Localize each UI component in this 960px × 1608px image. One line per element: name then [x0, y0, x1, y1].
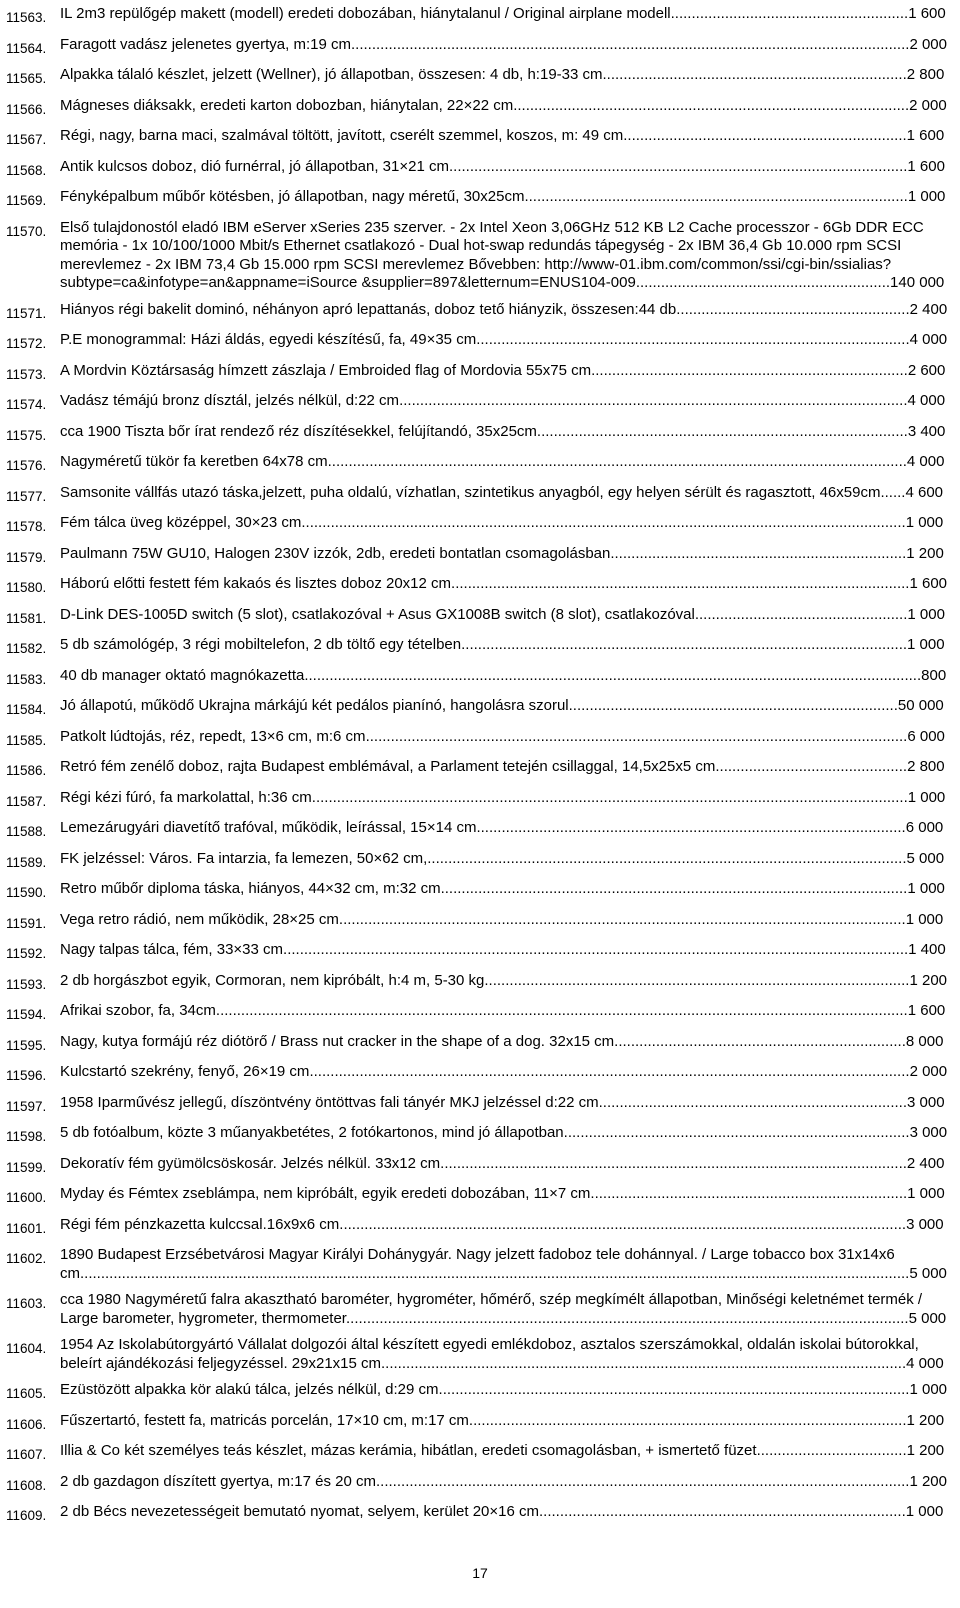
- leader-dots: ............................................................................................: [524, 188, 908, 205]
- list-item: [6, 122, 948, 153]
- list-item: [6, 448, 948, 479]
- list-item: [6, 387, 948, 418]
- list-item: [6, 326, 948, 357]
- item-body: [60, 941, 948, 960]
- item-number: 11568.: [6, 162, 47, 178]
- item-number: 11600.: [6, 1190, 47, 1205]
- list-item: [6, 509, 948, 540]
- item-description: Régi, nagy, barna maci, szalmával töltött, javított, cserélt szemmel, koszos, m: 49 cm: [60, 127, 624, 144]
- item-description: P.E monogrammal: Házi áldás, egyedi készítésű, fa, 49×35 cm: [60, 331, 477, 348]
- list-item: [6, 0, 948, 31]
- item-body: [60, 758, 948, 777]
- item-description: Samsonite vállfás utazó táska,jelzett, puha oldalú, vízhatlan, szintetikus anyagból, egy helyen sérült és ragasztott, 46x59cm: [60, 483, 881, 501]
- item-body: [60, 219, 948, 293]
- item-body: [60, 1336, 948, 1373]
- item-number: 11587.: [6, 793, 47, 809]
- item-body: [60, 880, 948, 899]
- item-price: 1 200: [906, 1411, 945, 1429]
- item-number: 11598.: [6, 1129, 47, 1144]
- item-body: [60, 1094, 948, 1113]
- item-description: Jó állapotú, működő Ukrajna márkájú két pedálos pianínó, hangolásra szorul: [60, 697, 569, 714]
- item-body: [60, 819, 948, 838]
- item-description: Antik kulcsos doboz, dió furnérral, jó állapotban, 31×21 cm: [60, 157, 449, 175]
- item-body: [60, 36, 948, 55]
- item-description: 5 db fotóalbum, közte 3 műanyakbetétes, 2 fotókartonos, mind jó állapotban: [60, 1124, 564, 1141]
- item-description: Hiányos régi bakelit dominó, néhányon apró lepattanás, doboz tető hiányzik, összesen:44 db: [60, 300, 677, 318]
- list-item: [6, 814, 948, 845]
- item-number: 11573.: [6, 366, 47, 382]
- item-price: 2 800: [906, 66, 945, 83]
- item-price: 1 000: [907, 605, 945, 623]
- leader-dots: ...................................................: [694, 605, 908, 623]
- leader-dots: ..............................................................................................................................: [381, 1354, 907, 1372]
- list-item: [6, 31, 948, 62]
- item-body: [60, 66, 948, 85]
- leader-dots: ......................................................................................................................................: [350, 35, 910, 53]
- list-item: [6, 1376, 948, 1407]
- item-body: [60, 667, 948, 686]
- leader-dots: ................................................................................................................................................: [309, 1063, 910, 1080]
- item-description: cca 1900 Tiszta bőr írat rendező réz díszítésekkel, felújítandó, 35x25cm: [60, 422, 537, 440]
- leader-dots: ........................................................................................................................................: [339, 1215, 907, 1233]
- leader-dots: .......................................................................................................................................................................................................: [80, 1264, 910, 1282]
- list-item: [6, 61, 948, 92]
- list-item: [6, 997, 948, 1028]
- item-price: 2 000: [909, 1063, 948, 1080]
- list-item: [6, 1468, 948, 1499]
- item-number: 11584.: [6, 702, 47, 717]
- list-item: [6, 153, 948, 184]
- leader-dots: ...................................................................................................................: [427, 849, 907, 867]
- list-item: [6, 1286, 948, 1331]
- item-description: Alpakka tálaló készlet, jelzett (Wellner), jó állapotban, összesen: 4 db, h:19-33 cm: [60, 66, 603, 83]
- item-body: [60, 697, 948, 716]
- leader-dots: .........................................................................................................: [468, 1411, 907, 1429]
- item-body: [60, 606, 948, 625]
- item-description: D-Link DES-1005D switch (5 slot), csatlakozóval + Asus GX1008B switch (8 slot), csatlakozóval: [60, 605, 695, 623]
- item-description: Paulmann 75W GU10, Halogen 230V izzók, 2db, eredeti bontatlan csomagolásban: [60, 544, 611, 562]
- list-item: [6, 936, 948, 967]
- item-description: Dekoratív fém gyümölcsöskosár. Jelzés nélkül. 33x12 cm: [60, 1154, 441, 1172]
- leader-dots: .................................................................................................................: [438, 1381, 910, 1398]
- leader-dots: ..........................................................................: [598, 1093, 908, 1111]
- list-item: [6, 1498, 948, 1529]
- item-number: 11592.: [6, 946, 47, 961]
- item-body: [60, 1216, 948, 1235]
- item-number: 11609.: [6, 1508, 47, 1523]
- item-body: [60, 1185, 948, 1204]
- item-number: 11578.: [6, 519, 47, 534]
- item-number: 11581.: [6, 610, 47, 626]
- item-body: [60, 1291, 948, 1328]
- item-body: [60, 1124, 948, 1143]
- item-price: 1 000: [905, 1503, 944, 1520]
- item-body: [60, 1503, 948, 1522]
- item-price: 800: [921, 666, 947, 684]
- item-price: 5 000: [906, 849, 945, 867]
- item-description: 2 db gazdagon díszített gyertya, m:17 és 20 cm: [60, 1472, 377, 1490]
- item-number: 11601.: [6, 1220, 47, 1236]
- item-description: Régi kézi fúró, fa markolattal, h:36 cm: [60, 788, 312, 806]
- item-price: 5 000: [908, 1309, 947, 1327]
- item-price: 4 600: [905, 483, 944, 501]
- item-body: [60, 789, 948, 808]
- item-description: Fényképalbum műbőr kötésben, jó állapotban, nagy méretű, 30x25cm: [60, 188, 525, 205]
- leader-dots: ......................................................................................................................................................................: [215, 1002, 908, 1019]
- item-description: Faragott vadász jelenetes gyertya, m:19 cm: [60, 35, 351, 53]
- leader-dots: ..............................................................................................................: [451, 575, 910, 592]
- item-description: Illia & Co két személyes teás készlet, mázas kerámia, hibátlan, eredeti csomagolásban, + ismertető füzet: [60, 1442, 757, 1459]
- leader-dots: ....................................: [756, 1442, 907, 1459]
- item-description: cca 1980 Nagyméretű falra akasztható barométer, hygrométer, hőmérő, szép megkímélt állapotban, Minőségi keletnémet termék / Large barometer, hygrometer, thermometer: [60, 1291, 923, 1327]
- leader-dots: ................................................................................................................: [440, 880, 908, 897]
- item-number: 11586.: [6, 763, 47, 778]
- list-item: [6, 875, 948, 906]
- item-description: 40 db manager oktató magnókazetta: [60, 666, 305, 684]
- item-price: 3 000: [906, 1215, 944, 1233]
- list-item: [6, 1058, 948, 1089]
- item-number: 11604.: [6, 1341, 47, 1356]
- leader-dots: .................................................................................................................................................: [301, 514, 906, 531]
- list-item: [6, 357, 948, 388]
- leader-dots: ...........................................................................................................................................: [327, 453, 907, 470]
- item-price: 2 000: [909, 96, 947, 114]
- item-description: Ezüstözött alpakka kör alakú tálca, jelzés nélkül, d:29 cm: [60, 1381, 439, 1398]
- item-number: 11593.: [6, 976, 47, 992]
- item-number: 11563.: [6, 10, 47, 25]
- item-number: 11575.: [6, 427, 47, 443]
- leader-dots: .........................................................................: [602, 66, 907, 83]
- item-body: [60, 514, 948, 533]
- leader-dots: ......: [880, 483, 906, 501]
- item-number: 11582.: [6, 641, 47, 656]
- leader-dots: ...........................................................................................................: [461, 636, 908, 653]
- leader-dots: ......................................................................: [614, 1032, 906, 1050]
- item-price: 4 000: [907, 392, 946, 409]
- item-price: 4 000: [906, 453, 945, 470]
- item-price: 50 000: [897, 697, 944, 714]
- leader-dots: ........................................................................................................: [476, 331, 910, 348]
- auction-item-list: [6, 0, 948, 1529]
- item-number: 11588.: [6, 824, 47, 839]
- item-description: 1954 Az Iskolabútorgyártó Vállalat dolgozói által készített egyedi emlékdoboz, asztalos szerszámokkal, oldalán iskolai bútorokkal, beleírt ajándékozási feljegyzéssel. 29x21x15 cm: [60, 1336, 919, 1372]
- item-price: 1 600: [906, 127, 945, 144]
- list-item: [6, 906, 948, 937]
- item-number: 11572.: [6, 336, 47, 351]
- leader-dots: .......................................................................................................: [476, 819, 906, 836]
- leader-dots: ...............................................................................................................................................: [311, 788, 908, 806]
- item-price: 140 000: [890, 274, 945, 291]
- item-number: 11567.: [6, 132, 47, 147]
- item-body: [60, 1155, 948, 1174]
- item-price: 6 000: [905, 819, 944, 836]
- item-body: [60, 1412, 948, 1431]
- list-item: [6, 753, 948, 784]
- item-description: Háború előtti festett fém kakaós és lisztes doboz 20x12 cm: [60, 575, 452, 592]
- item-price: 4 000: [906, 1354, 944, 1372]
- item-description: Vega retro rádió, nem működik, 28×25 cm: [60, 910, 339, 928]
- item-description: Fém tálca üveg középpel, 30×23 cm: [60, 514, 302, 531]
- item-price: 1 000: [909, 1381, 948, 1398]
- leader-dots: .........................................................: [670, 5, 909, 22]
- item-description: Nagy, kutya formájú réz diótörő / Brass nut cracker in the shape of a dog. 32x15 cm: [60, 1032, 615, 1050]
- list-item: [6, 1150, 948, 1181]
- item-description: Kulcstartó szekrény, fenyő, 26×19 cm: [60, 1063, 310, 1080]
- item-number: 11595.: [6, 1037, 47, 1053]
- item-description: Retro műbőr diploma táska, hiányos, 44×32 cm, m:32 cm: [60, 880, 441, 897]
- item-number: 11589.: [6, 854, 47, 870]
- list-item: [6, 1028, 948, 1059]
- item-number: 11585.: [6, 732, 47, 748]
- leader-dots: ...................................................................................: [563, 1124, 910, 1141]
- item-description: 5 db számológép, 3 régi mobiltelefon, 2 db töltő egy tételben: [60, 636, 462, 653]
- item-description: Retró fém zenélő doboz, rajta Budapest emblémával, a Parlament tetején csillaggal, 14,5x25x5 cm: [60, 758, 716, 775]
- item-number: 11594.: [6, 1007, 47, 1022]
- list-item: [6, 967, 948, 998]
- item-body: [60, 972, 948, 991]
- item-body: [60, 1442, 948, 1461]
- list-item: [6, 1331, 948, 1376]
- leader-dots: .......................................................................................................................................: [345, 1309, 909, 1327]
- leader-dots: ....................................................................................................................................................: [304, 666, 922, 684]
- item-body: [60, 1246, 948, 1283]
- list-item: [6, 183, 948, 214]
- item-number: 11590.: [6, 885, 47, 900]
- item-number: 11607.: [6, 1447, 47, 1462]
- leader-dots: ......................................................................................................: [484, 971, 910, 989]
- leader-dots: ........................................................................................................................................: [338, 910, 906, 928]
- item-description: IL 2m3 repülőgép makett (modell) eredeti dobozában, hiánytalanul / Original airplane modell: [60, 5, 671, 22]
- item-body: [60, 1381, 948, 1400]
- item-price: 1 600: [907, 157, 945, 175]
- item-number: 11580.: [6, 580, 47, 595]
- item-body: [60, 1002, 948, 1021]
- item-body: [60, 97, 948, 116]
- item-body: [60, 636, 948, 655]
- item-description: Afrikai szobor, fa, 34cm: [60, 1002, 216, 1019]
- item-price: 1 600: [908, 5, 946, 22]
- item-number: 11599.: [6, 1159, 47, 1175]
- item-price: 2 000: [909, 35, 947, 53]
- item-price: 1 200: [909, 971, 948, 989]
- item-price: 1 000: [907, 188, 946, 205]
- item-price: 3 000: [907, 1093, 945, 1111]
- list-item: [6, 1437, 948, 1468]
- item-description: Patkolt lúdtojás, réz, repedt, 13×6 cm, m:6 cm: [60, 727, 366, 745]
- leader-dots: ..........................................................................................................................: [399, 392, 908, 409]
- item-description: Mágneses diáksakk, eredeti karton dobozban, hiánytalan, 22×22 cm: [60, 96, 514, 114]
- item-number: 11565.: [6, 71, 47, 86]
- item-price: 1 600: [909, 575, 948, 592]
- item-price: 3 000: [909, 1124, 948, 1141]
- item-number: 11603.: [6, 1296, 47, 1311]
- item-body: [60, 453, 948, 472]
- item-price: 1 000: [905, 514, 944, 531]
- leader-dots: ................................................................................................................................: [376, 1472, 910, 1490]
- item-description: 2 db horgászbot egyik, Cormoran, nem kipróbált, h:4 m, 5-30 kg: [60, 971, 485, 989]
- item-number: 11566.: [6, 101, 47, 117]
- item-number: 11579.: [6, 549, 47, 565]
- list-item: [6, 662, 948, 693]
- item-price: 1 000: [907, 636, 945, 653]
- item-body: [60, 331, 948, 350]
- item-description: 2 db Bécs nevezetességeit bemutató nyomat, selyem, kerület 20×16 cm: [60, 1503, 540, 1520]
- item-description: 1958 Iparművész jellegű, díszöntvény öntöttvas fali tányér MKJ jelzéssel d:22 cm: [60, 1093, 599, 1111]
- item-number: 11577.: [6, 488, 47, 504]
- item-description: Lemezárugyári diavetítő trafóval, működik, leírással, 15×14 cm: [60, 819, 477, 836]
- item-description: Nagy talpas tálca, fém, 33×33 cm: [60, 941, 284, 958]
- item-body: [60, 127, 948, 146]
- item-body: [60, 362, 948, 381]
- item-body: [60, 850, 948, 869]
- leader-dots: ....................................................................: [623, 127, 907, 144]
- item-description: Fűszertartó, festett fa, matricás porcelán, 17×10 cm, m:17 cm: [60, 1411, 469, 1429]
- item-price: 1 600: [907, 1002, 946, 1019]
- item-price: 2 800: [907, 758, 945, 775]
- item-price: 1 000: [907, 1185, 945, 1202]
- item-price: 1 400: [908, 941, 946, 958]
- item-body: [60, 1033, 948, 1052]
- leader-dots: ........................................................: [676, 300, 910, 318]
- item-description: Régi fém pénzkazetta kulccsal.16x9x6 cm: [60, 1215, 340, 1233]
- item-number: 11574.: [6, 397, 47, 412]
- item-number: 11564.: [6, 40, 47, 56]
- item-number: 11570.: [6, 223, 47, 239]
- item-body: [60, 158, 948, 177]
- item-price: 1 000: [907, 880, 945, 897]
- list-item: [6, 784, 948, 815]
- list-item: [6, 1119, 948, 1150]
- item-body: [60, 575, 948, 594]
- item-price: 1 200: [906, 1442, 945, 1459]
- item-price: 8 000: [905, 1032, 944, 1050]
- leader-dots: ................................................................................................................: [440, 1154, 907, 1172]
- page-number: 17: [472, 1565, 488, 1581]
- item-body: [60, 423, 948, 442]
- item-description: Nagyméretű tükör fa keretben 64x78 cm: [60, 453, 328, 470]
- list-item: [6, 214, 948, 296]
- item-number: 11576.: [6, 458, 47, 473]
- list-item: [6, 1211, 948, 1242]
- item-price: 2 400: [909, 300, 948, 318]
- leader-dots: .......................................................................: [610, 544, 907, 562]
- item-body: [60, 911, 948, 930]
- list-item: [6, 692, 948, 723]
- list-item: [6, 723, 948, 754]
- item-number: 11597.: [6, 1098, 47, 1114]
- item-number: 11602.: [6, 1251, 47, 1266]
- item-body: [60, 301, 948, 320]
- item-body: [60, 728, 948, 747]
- leader-dots: .............................................................: [635, 274, 891, 291]
- leader-dots: ..................................................................................................................................: [365, 727, 908, 745]
- item-price: 1 200: [909, 1472, 947, 1490]
- item-number: 11605.: [6, 1386, 47, 1401]
- item-price: 6 000: [907, 727, 945, 745]
- leader-dots: ........................................................................................: [539, 1503, 906, 1520]
- list-item: [6, 1241, 948, 1286]
- leader-dots: ..............................................: [715, 758, 908, 775]
- item-body: [60, 545, 948, 564]
- item-body: [60, 1473, 948, 1492]
- item-number: 11596.: [6, 1068, 47, 1083]
- item-number: 11569.: [6, 193, 47, 208]
- item-body: [60, 1063, 948, 1082]
- list-item: [6, 1089, 948, 1120]
- list-item: [6, 418, 948, 449]
- item-description: Myday és Fémtex zseblámpa, nem kipróbált, egyik eredeti dobozában, 11×7 cm: [60, 1185, 591, 1202]
- item-description: 1890 Budapest Erzsébetvárosi Magyar Királyi Dohánygyár. Nagy jelzett fadoboz tele dohánnyal. / Large tobacco box 31x14x6 cm: [60, 1246, 895, 1282]
- leader-dots: ......................................................................................................................................................: [283, 941, 909, 958]
- item-body: [60, 188, 948, 207]
- item-price: 4 000: [909, 331, 948, 348]
- list-item: [6, 540, 948, 571]
- leader-dots: .........................................................................................: [536, 422, 908, 440]
- item-price: 1 200: [906, 544, 944, 562]
- item-description: Első tulajdonostól eladó IBM eServer xSeries 235 szerver. - 2x Intel Xeon 3,06GHz 512 KB L2 Cache processzor - 6Gb DDR ECC memória - 1x 10/100/1000 Mbit/s Ethernet csatlakozó - Dual hot-swap redundás tápegység - 2x IBM 36,4 Gb 10.000 rpm SCSI merevlemez - 2x IBM 73,4 Gb 15.000 rpm SCSI merevlemez Bővebben: http://www-01.ibm.com/common/ssi/cgi-bin/ssialias?subtype=ca&infotype=an&appname=iSource &supplier=897&letternum=ENUS104-009: [60, 218, 924, 291]
- leader-dots: ............................................................................: [590, 1185, 908, 1202]
- item-number: 11606.: [6, 1416, 47, 1432]
- leader-dots: ..............................................................................................................: [448, 157, 908, 175]
- item-description: FK jelzéssel: Város. Fa intarzia, fa lemezen, 50×62 cm,: [60, 849, 428, 867]
- list-item: [6, 296, 948, 327]
- item-price: 3 400: [907, 422, 946, 440]
- item-description: Vadász témájú bronz dísztál, jelzés nélkül, d:22 cm: [60, 392, 400, 409]
- list-item: [6, 570, 948, 601]
- item-price: 2 400: [906, 1154, 945, 1172]
- item-body: [60, 484, 948, 503]
- list-item: [6, 1407, 948, 1438]
- list-item: [6, 479, 948, 510]
- item-body: [60, 5, 948, 24]
- list-item: [6, 92, 948, 123]
- item-number: 11608.: [6, 1477, 47, 1493]
- leader-dots: ............................................................................: [591, 361, 908, 379]
- item-number: 11571.: [6, 305, 47, 321]
- item-body: [60, 392, 948, 411]
- item-number: 11583.: [6, 671, 47, 687]
- list-item: [6, 631, 948, 662]
- item-price: 1 000: [905, 910, 944, 928]
- list-item: [6, 845, 948, 876]
- list-item: [6, 601, 948, 632]
- item-description: A Mordvin Köztársaság hímzett zászlaja / Embroided flag of Mordovia 55x75 cm: [60, 361, 592, 379]
- leader-dots: ...............................................................................................: [513, 96, 910, 114]
- item-price: 5 000: [909, 1264, 947, 1282]
- leader-dots: ...............................................................................: [568, 697, 898, 714]
- item-price: 1 000: [907, 788, 946, 806]
- list-item: [6, 1180, 948, 1211]
- item-number: 11591.: [6, 915, 47, 931]
- item-price: 2 600: [907, 361, 946, 379]
